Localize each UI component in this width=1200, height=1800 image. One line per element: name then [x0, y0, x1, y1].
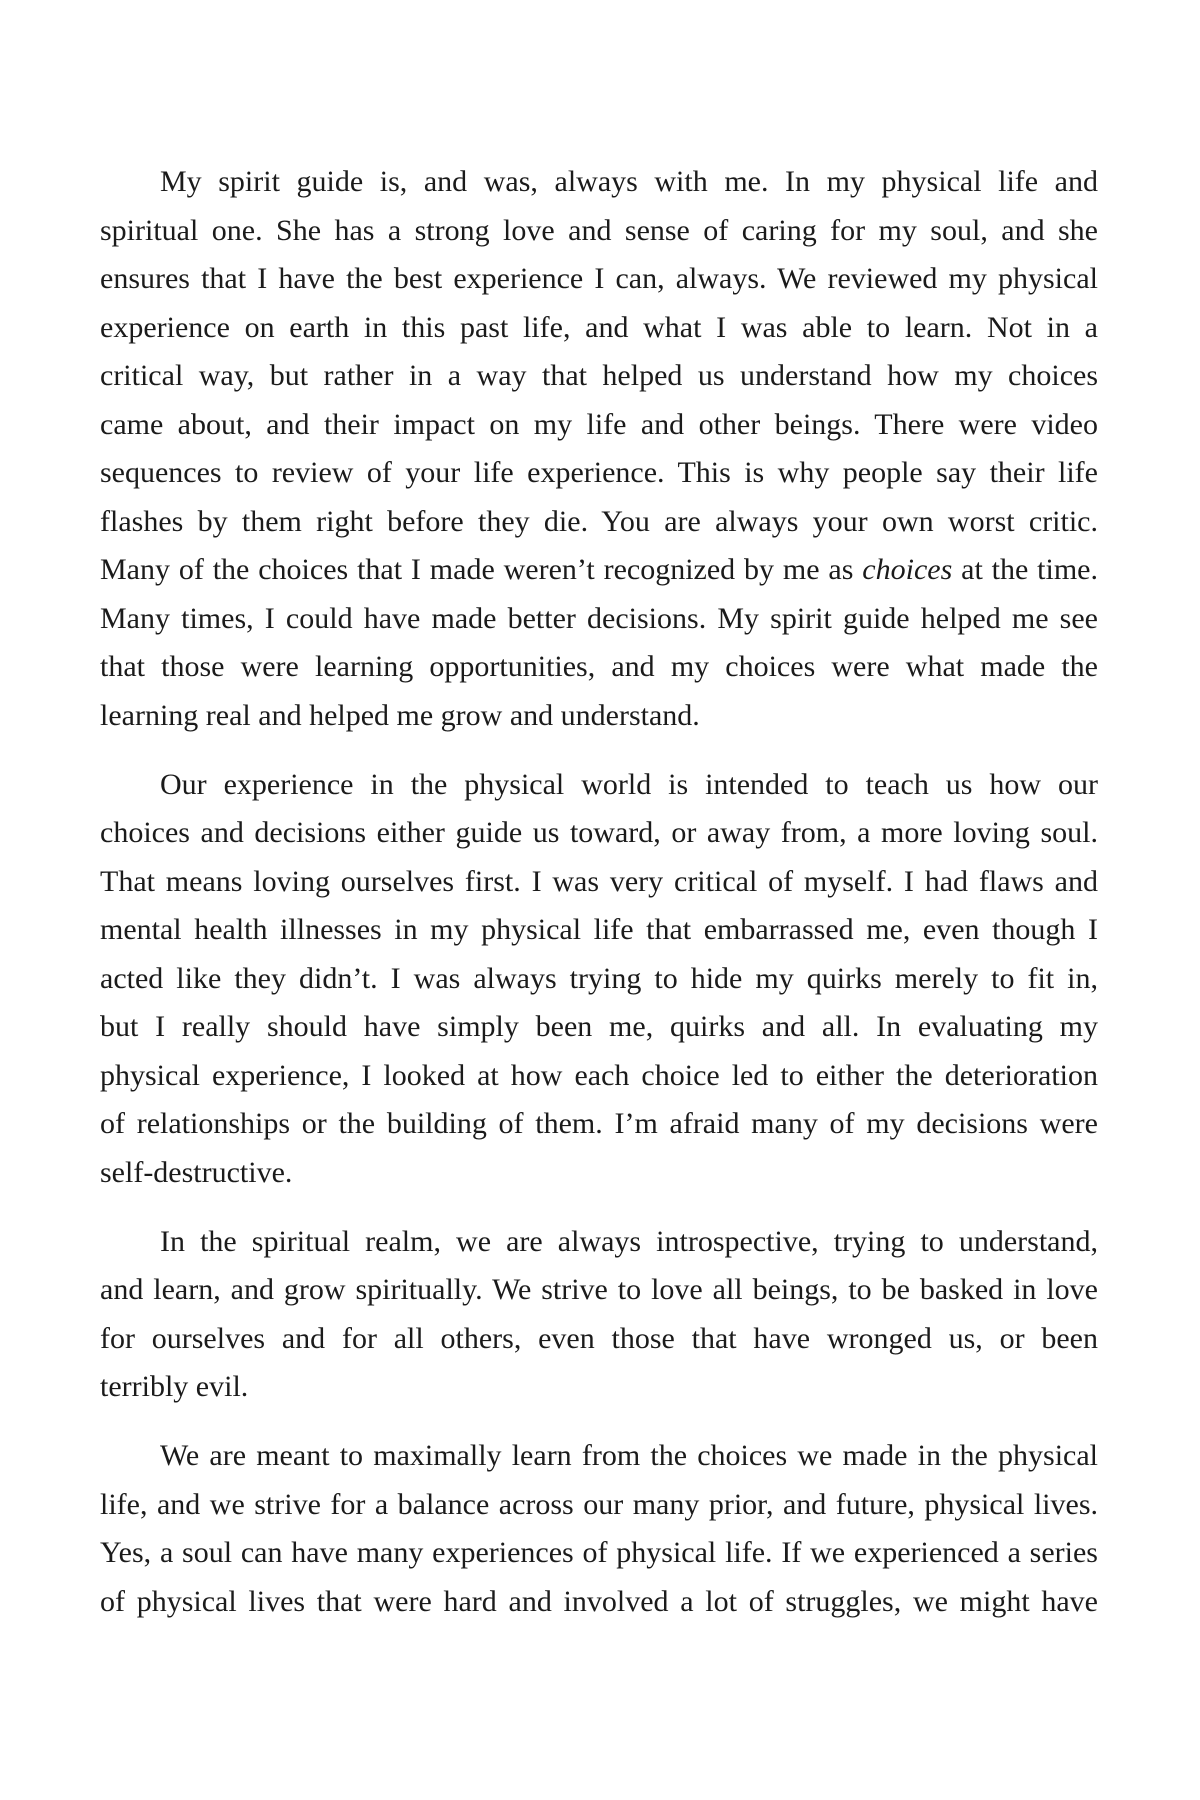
italic-emphasis: choices — [862, 553, 953, 586]
text-line: terribly evil. — [100, 1370, 249, 1403]
text-line: critical way, but rather in a way that helped us understand how my choices — [100, 359, 1098, 392]
text-segment: Many of the choices that I made weren’t recognized by me as — [100, 553, 863, 586]
book-page-body — [100, 158, 1098, 1647]
text-line: mental health illnesses in my physical life that embarrassed me, even though I — [100, 913, 1098, 946]
text-line: choices and decisions either guide us toward, or away from, a more loving soul. — [100, 816, 1098, 849]
text-line: came about, and their impact on my life and other beings. There were video — [100, 407, 1098, 441]
text-line: of physical lives that were hard and involved a lot of struggles, we might have — [100, 1584, 1098, 1618]
text-line: ensures that I have the best experience I can, always. We reviewed my physical — [100, 262, 1098, 295]
text-line: flashes by them right before they die. You are always your own worst critic. — [100, 504, 1098, 538]
text-line: sequences to review of your life experience. This is why people say their life — [100, 456, 1098, 489]
text-line: learning real and helped me grow and understand. — [100, 698, 700, 732]
text-line: In the spiritual realm, we are always introspective, trying to understand, — [160, 1224, 1098, 1258]
text-line: that those were learning opportunities, and my choices were what made the — [100, 650, 1098, 683]
text-line: Yes, a soul can have many experiences of physical life. If we experienced a series — [100, 1536, 1098, 1569]
paragraph-2 — [100, 761, 1098, 1198]
text-line: but I really should have simply been me, quirks and all. In evaluating my — [100, 1010, 1098, 1043]
text-line: physical experience, I looked at how each choice led to either the deterioration — [100, 1058, 1098, 1092]
text-line: spiritual one. She has a strong love and sense of caring for my soul, and she — [100, 213, 1098, 247]
text-line: of relationships or the building of them. I’m afraid many of my decisions were — [100, 1107, 1098, 1140]
text-line: self-destructive. — [100, 1155, 293, 1189]
text-line: Our experience in the physical world is intended to teach us how our — [160, 767, 1098, 801]
text-line: and learn, and grow spiritually. We strive to love all beings, to be basked in love — [100, 1273, 1098, 1306]
text-line: for ourselves and for all others, even those that have wronged us, or been — [100, 1321, 1098, 1355]
paragraph-3 — [100, 1218, 1098, 1412]
text-line: Many times, I could have made better decisions. My spirit guide helped me see — [100, 601, 1098, 635]
text-line-with-italic — [100, 546, 1098, 595]
text-line: life, and we strive for a balance across our many prior, and future, physical lives. — [100, 1487, 1098, 1521]
text-line: acted like they didn’t. I was always trying to hide my quirks merely to fit in, — [100, 961, 1098, 995]
text-line: My spirit guide is, and was, always with me. In my physical life and — [160, 165, 1098, 198]
paragraph-1 — [100, 158, 1098, 740]
text-line: experience on earth in this past life, and what I was able to learn. Not in a — [100, 310, 1098, 344]
text-segment: at the time. — [952, 553, 1099, 586]
text-line: That means loving ourselves first. I was very critical of myself. I had flaws and — [100, 864, 1098, 898]
paragraph-4 — [100, 1432, 1098, 1626]
text-line: We are meant to maximally learn from the choices we made in the physical — [160, 1439, 1098, 1472]
